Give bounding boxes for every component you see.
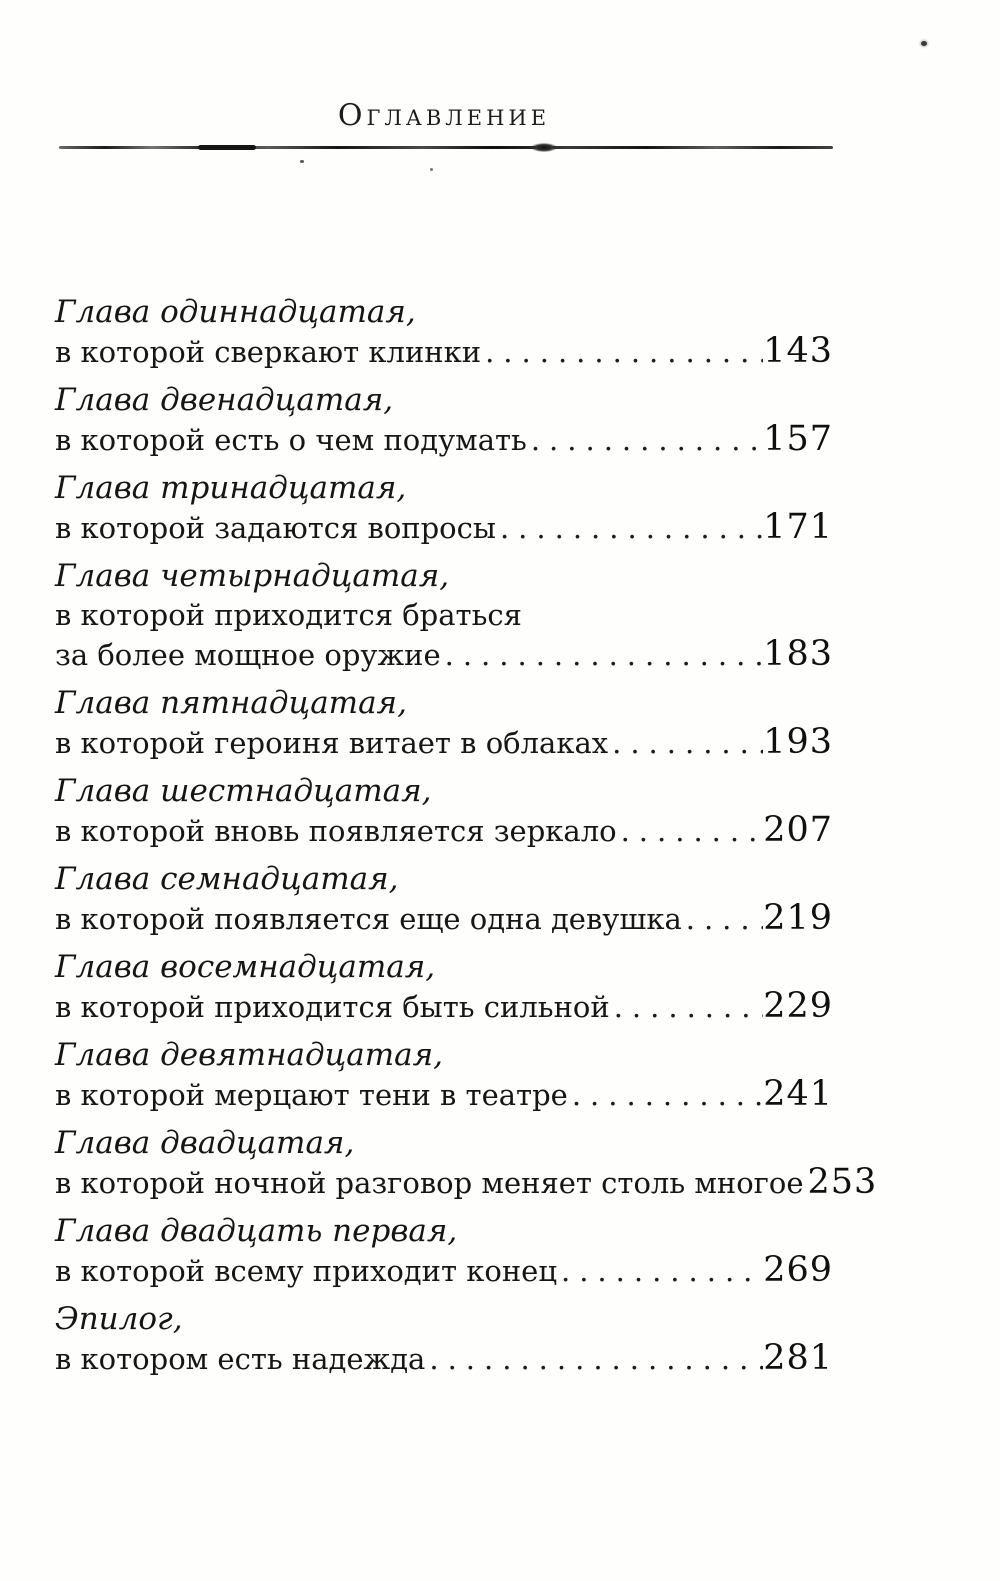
chapter-line <box>55 1162 878 1203</box>
toc-entry <box>55 469 833 548</box>
chapter-title: Глава двадцать первая, <box>55 1213 458 1249</box>
toc-entry <box>55 1212 833 1291</box>
toc-entry <box>55 684 833 763</box>
chapter-line <box>55 1251 833 1291</box>
table-of-contents <box>55 293 878 1379</box>
page-number: 219 <box>763 898 833 938</box>
header-rule-divider <box>59 146 833 149</box>
chapter-line <box>55 635 833 675</box>
chapter-line <box>55 1075 833 1115</box>
dot-leader <box>614 988 763 1027</box>
chapter-line <box>55 723 833 763</box>
page-number: 207 <box>763 810 833 850</box>
page-number: 281 <box>763 1338 833 1378</box>
dot-leader <box>612 724 763 763</box>
toc-entry <box>55 860 833 939</box>
chapter-subtitle: в которой приходится браться <box>55 598 522 632</box>
toc-entry <box>55 1300 833 1379</box>
chapter-line <box>55 1339 833 1379</box>
chapter-subtitle: в которой всему приходит конец <box>55 1254 557 1288</box>
chapter-line <box>55 420 833 460</box>
page-title: Оглавление <box>337 98 551 133</box>
dot-leader <box>485 333 763 372</box>
page-number: 253 <box>807 1162 878 1202</box>
chapter-title: Глава шестнадцатая, <box>55 773 432 809</box>
dot-leader <box>429 1340 763 1379</box>
chapter-subtitle: в которой появляется еще одна девушка <box>55 902 682 936</box>
dot-leader <box>531 421 763 460</box>
dot-leader <box>572 1076 763 1115</box>
chapter-line <box>55 899 833 939</box>
dot-leader <box>621 812 764 851</box>
chapter-line <box>55 332 833 372</box>
toc-entry <box>55 772 833 851</box>
chapter-subtitle: в которой есть о чем подумать <box>55 423 527 457</box>
page-number: 193 <box>763 722 833 762</box>
chapter-title: Глава семнадцатая, <box>55 861 399 897</box>
chapter-title: Глава одиннадцатая, <box>55 294 416 330</box>
chapter-title: Глава девятнадцатая, <box>55 1037 443 1073</box>
chapter-subtitle: в которой приходится быть сильной <box>55 990 610 1024</box>
chapter-subtitle: за более мощное оружие <box>55 638 441 672</box>
chapter-title: Глава пятнадцатая, <box>55 685 407 721</box>
chapter-line <box>55 987 833 1027</box>
chapter-line <box>55 811 833 851</box>
chapter-title: Глава восемнадцатая, <box>55 949 436 985</box>
chapter-subtitle: в которой сверкают клинки <box>55 335 482 369</box>
chapter-subtitle: в которой вновь появляется зеркало <box>55 814 617 848</box>
chapter-title: Эпилог, <box>55 1301 183 1337</box>
chapter-subtitle: в которой задаются вопросы <box>55 511 496 545</box>
toc-entry <box>55 381 833 460</box>
dot-leader <box>500 509 763 548</box>
chapter-subtitle: в котором есть надежда <box>55 1342 426 1376</box>
page-number: 143 <box>763 331 833 371</box>
scan-artifact <box>921 41 927 46</box>
page-number: 241 <box>763 1074 833 1114</box>
chapter-title: Глава двенадцатая, <box>55 382 394 418</box>
chapter-subtitle: в которой мерцают тени в театре <box>55 1078 568 1112</box>
toc-entry <box>55 293 833 372</box>
chapter-subtitle: в которой героиня витает в облаках <box>55 726 609 760</box>
toc-entry <box>55 1036 833 1115</box>
page-number: 229 <box>763 986 833 1026</box>
chapter-title: Глава тринадцатая, <box>55 470 407 506</box>
chapter-subtitle: в которой ночной разговор меняет столь многое <box>55 1166 804 1200</box>
dot-leader <box>445 636 764 675</box>
page-number: 183 <box>763 634 833 674</box>
toc-entry <box>55 1124 878 1203</box>
page-number: 171 <box>763 507 833 547</box>
dot-leader <box>561 1252 763 1291</box>
toc-entry <box>55 948 833 1027</box>
page-number: 269 <box>763 1250 833 1290</box>
chapter-line <box>55 508 833 548</box>
dot-leader <box>686 900 763 939</box>
chapter-title: Глава двадцатая, <box>55 1125 355 1161</box>
page-content <box>55 0 878 1388</box>
toc-entry <box>55 557 833 675</box>
page-number: 157 <box>763 419 833 459</box>
chapter-title: Глава четырнадцатая, <box>55 558 450 594</box>
